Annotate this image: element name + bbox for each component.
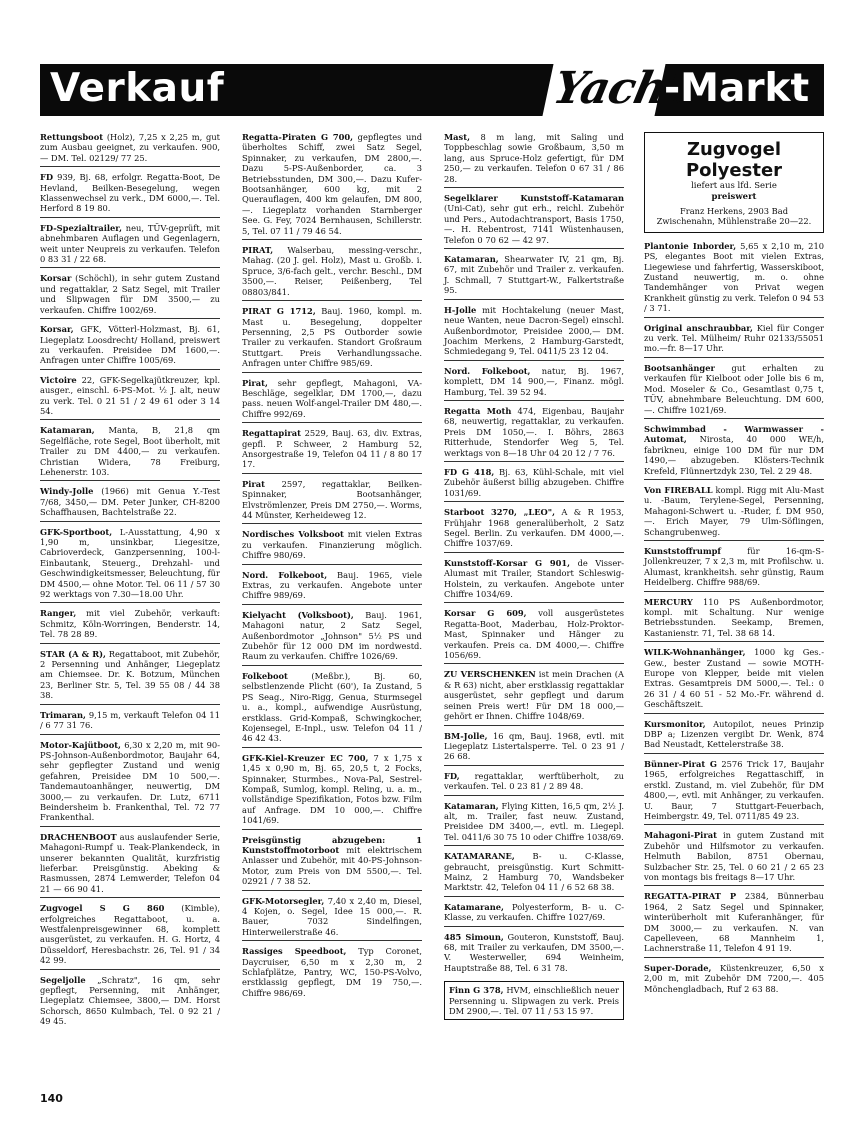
ad-head: Katamaran,: [444, 800, 499, 811]
classified-ad: [40, 608, 220, 643]
column-4-list: [644, 241, 824, 997]
classified-ad: [444, 902, 624, 927]
classified-ad: [444, 467, 624, 502]
ad-head: Folkeboot: [242, 670, 288, 681]
classified-ad: [242, 835, 422, 891]
ad-body: 8 m lang, mit Saling und Toppbeschlag sowie Großbaum, 3,50 m lang, aus Spruce-Holz gefertigt, für DM 250,— zu verkaufen. Telefon 0 67 31 / 86 28.: [444, 132, 624, 184]
ad-head: FD: [40, 172, 54, 183]
classified-ad: [40, 486, 220, 521]
classified-ad: [444, 771, 624, 796]
ad-head: Nord. Folkeboot,: [444, 365, 531, 376]
ad-body: Bauj. 1961, Mahagoni natur, 2 Satz Segel, Außenbordmotor „Johnson" 5½ PS und Zubehör für 12 000 DM im nordwestd. Raum zu verkaufen. Chiffre 1026/69.: [242, 609, 422, 662]
ad-head: Korsar: [40, 273, 72, 284]
yacht-logo-text: Yacht: [548, 63, 691, 114]
ad-body: kompl. Rigg mit Alu-Mast u. -Baum, Terylene-Segel, Persenning, Mahagoni-Schwert u. -Ruder, f. DM 950,—. Erich Mayer, 79 Ulm-Söflingen, Schangrubenweg.: [644, 484, 824, 537]
ad-head: Segeljolle: [40, 974, 86, 985]
ad-head: Katamaran,: [40, 425, 95, 436]
ad-body: aus auslaufender Serie, Mahagoni-Rumpf u. Teak-Plankendeck, in unserer bekannten Qualität, kurzfristig lieferbar. Preisgünstig. Abeking & Rasmussen, 2874 Lemwerder, Telefon 04 21 — 66 90 41.: [40, 831, 220, 894]
ad-head: Kunststoff-Korsar G 901,: [444, 557, 571, 568]
ad-body: mit vielen Extras zu verkaufen. Finanzierung möglich. Chiffre 980/69.: [242, 529, 422, 561]
ad-head: Ranger,: [40, 608, 77, 619]
ad-head: STAR (A & R),: [40, 648, 106, 659]
ad-head: Segelklarer Kunststoff-Katamaran: [444, 193, 624, 204]
ad-body: 7,40 x 2,40 m, Diesel, 4 Kojen, o. Segel, Idee 15 000,—. R. Bauer, 7032 Sindelfingen, Hinterweilerstraße 46.: [242, 895, 422, 937]
classified-ad: [644, 485, 824, 541]
column-3: [444, 132, 624, 1020]
classified-ad: [242, 306, 422, 372]
ad-body: mit elektrischem Anlasser und Zubehör, mit 40-PS-Johnson-Motor, zum Preis von DM 5500,—. Tel. 02921 / 7 38 52.: [242, 844, 422, 887]
banner-markt: -Markt: [664, 66, 810, 111]
ad-body: Bauj. 1965, viele Extras, zu verkaufen. Angebote unter Chiffre 989/69.: [242, 569, 423, 601]
ad-body: A & R 1953, Frühjahr 1968 generalüberholt, 2 Satz Segel. Berlin. Zu verkaufen. DM 4000,—. Chiffre 1037/69.: [444, 507, 624, 549]
ad-head: Schwimmbad - Warmwasser - Automat,: [644, 423, 824, 445]
ad-body: natur, Bj. 1967, komplett, DM 14 900,—, Finanz. mögl. Hamburg, Tel. 39 52 94.: [444, 365, 624, 397]
ad-head: FD G 418,: [444, 466, 495, 477]
ad-body: Manta, B, 21,8 qm Segelfläche, rote Segel, Boot überholt, mit Trailer zu DM 4400,— zu verkaufen. Christian Widera, 78 Freiburg, Lehenerstr. 103.: [40, 425, 220, 477]
classified-ad: [242, 132, 422, 240]
classified-ad: [40, 132, 220, 167]
classified-ad: [644, 830, 824, 886]
ad-head: Mast,: [444, 132, 470, 142]
classified-ad: [444, 132, 624, 188]
ad-body: Autopilot, neues Prinzip DBP a; Lizenzen vergibt Dr. Wenk, 874 Bad Neustadt, Kettelerstraße 38.: [644, 718, 824, 750]
ad-body: 474, Eigenbau, Baujahr 68, neuwertig, regattaklar, zu verkaufen. Preis DM 1050,—. I. Böhrs, 2863 Ritterhude, Stendorfer Weg 5, Tel. werktags von 8—18 Uhr 04 20 12 / 7 76.: [444, 405, 624, 458]
ad-head: FD,: [444, 770, 460, 781]
ad-body: (Kimble), erfolgreiches Regattaboot, u. a. Westfalenpreisgewinner 68, komplett ausgerüstet, zu verkaufen. H. G. Hortz, 4 Düsseldorf, Heresbachstr. 26, Tel. 91 / 34 42 99.: [40, 903, 220, 966]
ad-head: Katamarane,: [444, 901, 504, 912]
classified-ad: [444, 507, 624, 553]
column-3-list: [444, 132, 624, 976]
ad-head: Mahagoni-Pirat: [644, 830, 717, 841]
classified-ad: [242, 570, 422, 605]
classified-ad: [444, 669, 624, 725]
ad-body: B- u. C-Klasse, gebraucht, preisgünstig. Kurt Schmitt-Mainz, 2 Hamburg 70, Wandsbeker Marktstr. 42, Telefon 04 11 / 6 52 68 38.: [444, 851, 624, 893]
ad-body: Polyesterform, B- u. C-Klasse, zu verkaufen. Chiffre 1027/69.: [444, 901, 624, 923]
ad-head: Trimaran,: [40, 709, 86, 720]
classified-ad: [40, 375, 220, 421]
ad-head: Korsar,: [40, 324, 74, 335]
ad-head: Nord. Folkeboot,: [242, 569, 328, 580]
ad-head: Rassiges Speedboot,: [242, 946, 347, 957]
ad-head: GFK-Sportboot,: [40, 526, 113, 537]
classified-ad: [444, 254, 624, 300]
ad-body: 1000 kg Ges.-Gew., bester Zustand — sowie MOTH-Europe von Klepper, beide mit vielen Extras. Gesamtpreis DM 5000,—. Tel.: 0 26 31 / 4 60 51 - 52 Mo.-Fr. während d. Geschäftszeit.: [644, 647, 824, 710]
classified-ad: [40, 324, 220, 370]
section-banner: [40, 64, 824, 116]
column-1: [40, 132, 220, 1035]
ad-head: Korsar G 609,: [444, 608, 527, 619]
classified-ad: [40, 649, 220, 705]
classified-ad: [242, 610, 422, 666]
ad-body: 6,30 x 2,20 m, mit 90-PS-Johnson-Außenbordmotor, Baujahr 64, sehr gepflegter Zustand und wenig gefahren, Preisidee DM 10 500,—. Tandemautoanhänger, neuwertig, DM 3000,— zu verkaufen. Dr. Lutz, 6711 Beindersheim b. Frankenthal, Tel. 72 77 Frankenthal.: [40, 739, 220, 823]
ad-head: Starboot 3270, „LEO",: [444, 507, 555, 518]
classified-ad: [40, 903, 220, 969]
classified-ad: [242, 671, 422, 748]
ad-body: mit viel Zubehör, verkauft: Schmitz, Köln-Worringen, Benderstr. 14, Tel. 78 28 89.: [40, 608, 220, 640]
ad-head: Von FIREBALL: [644, 484, 713, 495]
classified-ad: [444, 366, 624, 401]
ad-body: 9,15 m, verkauft Telefon 04 11 / 6 77 31 76.: [40, 709, 220, 731]
column-4: [644, 132, 824, 1002]
ad-head: Regattapirat: [242, 428, 301, 439]
ad-body: 939, Bj. 68, erfolgr. Regatta-Boot, De Hevland, Beilken-Besegelung, wegen Klassenwechsel zu verk., DM 6000,—. Tel. Herford 8 19 80.: [40, 172, 220, 214]
classified-ad: [40, 425, 220, 481]
ad-head: Preisgünstig abzugeben: 1 Kunststoffmotorboot: [242, 834, 422, 855]
page-number: 140: [40, 1092, 63, 1105]
ad-body: voll ausgerüstetes Regatta-Boot, Maderbau, Holz-Proktor-Mast, Spinnaker und Hänger zu verkaufen. Preis ca. DM 4000,—. Chiffre 1056/69.: [444, 608, 624, 661]
classified-ad: [40, 740, 220, 827]
ad-body: Nirosta, 40 000 WE/h, fabrikneu, einige 100 DM für nur DM 1490,— abzugeben. Klösters-Technik Krefeld, Flünnertzdyk 230, Tel. 2 29 48.: [644, 434, 824, 476]
ad-body: mit Hochtakelung (neuer Mast, neue Wanten, neue Dacron-Segel) einschl. Außenbordmotor, Preisidee 2000,— DM. Joachim Merkens, 2 Hamburg-Garstedt, Schmiedegang 9, Tel. 0411/5 23 12 04.: [444, 304, 624, 357]
classified-ad: [444, 932, 624, 977]
ad-head: PIRAT G 1712,: [242, 306, 316, 317]
ad-head: Original anschraubbar,: [644, 322, 753, 333]
classified-ad: [40, 832, 220, 898]
classified-ad: [40, 975, 220, 1030]
classified-ad: [444, 731, 624, 766]
classified-ad: [644, 363, 824, 419]
classified-ad: [644, 759, 824, 825]
ad-head: Pirat,: [242, 377, 268, 388]
classified-ad: [644, 719, 824, 754]
ad-body: Gouteron, Kunststoff, Bauj. 68, mit Trailer zu verkaufen, DM 3500,—. V. Westerweller, 694 Weinheim, Hauptstraße 88, Tel. 6 31 78.: [444, 931, 624, 973]
ad-body: 2597, regattaklar, Beilken-Spinnaker, Bootsanhänger, Elvströmlenzer, Preis DM 2750,—. Worms, 44 Münster, Kerheideweg 12.: [242, 478, 422, 520]
classified-ad: [242, 753, 422, 830]
ad-head: Kielyacht (Volksboot),: [242, 609, 354, 620]
classified-ad: [644, 424, 824, 480]
ad-head: Zugvogel S G 860: [40, 903, 165, 914]
ad-head: Bünner-Pirat G: [644, 758, 717, 769]
ad-body: Typ Coronet, Daycruiser, 6,50 m x 2,30 m, 2 Schlafplätze, Pantry, WC, 150-PS-Volvo, erstklassig gepflegt, DM 19 750,—. Chiffre 986/69.: [242, 946, 422, 998]
classified-ad: [444, 608, 624, 664]
classified-ad: [242, 896, 422, 942]
ad-body: (Schöchl), in sehr gutem Zustand und regattaklar, 2 Satz Segel, mit Trailer und Slipwagen für DM 3500,— zu verkaufen. Chiffre 1002/69.: [40, 273, 220, 315]
classified-ad: [644, 647, 824, 713]
ad-body: 2529, Bauj. 63, div. Extras, gepfl. P. Schweer, 2 Hamburg 52, Ansorgestraße 19, Telefon 04 11 / 8 80 17 17.: [242, 428, 422, 470]
ad-body: Küstenkreuzer, 6,50 x 2,00 m, mit Zubehör DM 7200,—. 405 Mönchengladbach, Ruf 2 63 88.: [644, 962, 824, 994]
classified-ad: [242, 479, 422, 525]
ad-body: 2384, Bünnerbau 1964, 2 Satz Segel und Spinnaker, winterüberholt mit Kuferanhänger, für DM 3000,— zu verkaufen. N. van Capelleveen, 68 Mannheim 1, Lachnerstraße 11, Telefon 4 91 19.: [644, 891, 824, 954]
ad-body: Bauj. 1960, kompl. m. Mast u. Besegelung, doppelter Persenning, 2,5 PS Outborder sowie Trailer zu verkaufen. Standort Großraum Stuttgart. Preis Verhandlungssache. Anfragen unter Chiffre 985/69.: [242, 306, 422, 369]
ad-head: GFK-Kiel-Kreuzer EC 700,: [242, 752, 369, 763]
ad-body: GFK, Vötterl-Holzmast, Bj. 61, Liegeplatz Loosdrecht/ Holland, preiswert zu verkaufen. Preisidee DM 1600,—. Anfragen unter Chiffre 1005/69.: [40, 324, 220, 366]
classified-ad: [644, 963, 824, 997]
ad-body: sehr gepflegt, Mahagoni, VA-Beschläge, segelklar, DM 1700,—, dazu pass. neuen Wolf-angel-Trailer DM 480,—. Chiffre 992/69.: [242, 377, 422, 419]
ad-body: de Visser-Alumast mit Trailer, Standort Schleswig-Holstein, zu verkaufen. Angebote unter Chiffre 1034/69.: [444, 557, 624, 600]
ad-body: Regattaboot, mit Zubehör, 2 Persenning und Anhänger, Liegeplatz am Chiemsee. Dr. K. Botzum, München 23, Berliner Str. 5, Tel. 39 55 08 / 44 38 38.: [40, 648, 220, 701]
promo-title-2: Polyester: [685, 160, 783, 181]
ad-body: regattaklar, werftüberholt, zu verkaufen. Tel. 0 23 81 / 2 89 48.: [444, 770, 624, 792]
ad-body: Walserbau, messing-verschr., Mahag. (20 J. gel. Holz), Mast u. Großb. i. Spruce, 3/6-fach gelt., verchr. Beschl., DM 3500,—. Reiser, Peißenberg, Tel 08803/841.: [242, 245, 422, 297]
classified-ad: [644, 546, 824, 592]
ad-head: Motor-Kajütboot,: [40, 739, 121, 750]
classified-ad: [444, 406, 624, 462]
ad-body: (Meßbr.), Bj. 60, selbstlenzende Plicht (60'), Ia Zustand, 5 PS Seag., Niro-Rigg, Genua, Sturmsegel u. a., kompl., aufwendige Ausrüstung, erstklass. Grid-Kompaß, Schwingkocher, Kojensegel, E-Inpl., usw. Telefon 04 11 / 46 42 43.: [242, 670, 422, 744]
classified-ad: [40, 710, 220, 735]
promo-title-1: Zugvogel: [686, 139, 782, 160]
ad-body: 2576 Trick 17, Baujahr 1965, erfolgreiches Regattaschiff, in erstkl. Zustand, m. viel Zubehör, für DM 4800,—, evtl. mit Anhänger, zu verkaufen. U. Baur, 7 Stuttgart-Feuerbach, Heimbergstr. 49, Tel. 0711/85 49 23.: [644, 758, 824, 821]
classified-ad: [242, 946, 422, 1001]
classified-ad: [242, 378, 422, 424]
ad-head: Nordisches Volksboot: [242, 529, 344, 540]
ad-body: (Uni-Cat), sehr gut erh., reichl. Zubehör und Pers., Autodachtransport, Basis 1750,—. H. Rebentrost, 7141 Wüstenhausen, Telefon 0 70 62 — 42 97.: [444, 203, 624, 245]
ad-body: gepflegtes und überholtes Schiff, zwei Satz Segel, Spinnaker, zu verkaufen, DM 2800,—. Dazu 5-PS-Außenborder, ca. 3 Betriebsstunden, DM 300,—. Dazu Kufer-Bootsanhänger, 600 kg, mit 2 Querauflagen, 400 km gelaufen, DM 800,—. Liegeplatz vorhanden Starnberger See. G. Fey, 7024 Bernhausen, Schillerstr. 5, Tel. 07 11 / 79 46 54.: [242, 132, 422, 236]
classified-ad: [242, 245, 422, 301]
classified-ad: [444, 193, 624, 249]
ad-body: 5,65 x 2,10 m, 210 PS, elegantes Boot mit vielen Extras, Liegewiese und fahrfertig, Wasserskiboot, Zustand neuwertig, m. o. ohne Tandemhänger von Privat wegen Krankheit günstig zu verk. Telefon 0 94 53 / 3 71.: [644, 240, 824, 314]
ad-head: DRACHENBOOT: [40, 831, 117, 842]
ad-head: MERCURY: [644, 596, 693, 607]
ad-head: Kunststoffrumpf: [644, 545, 721, 556]
promo-line-2: preiswert: [711, 192, 757, 202]
ad-head: Rettungsboot: [40, 132, 104, 142]
classified-ad: [444, 305, 624, 361]
ad-head: Windy-Jolle: [40, 486, 94, 497]
ad-body: (1966) mit Genua Y.-Test 7/68, 3450,— DM. Peter Junker, CH-8200 Schaffhausen, Bachtelstraße 22.: [40, 486, 220, 518]
ad-body: neu, TÜV-geprüft, mit abnehmbaren Auflagen und Gegenlagern, weit unter Neupreis zu verkaufen. Telefon 0 83 31 / 22 68.: [40, 222, 220, 265]
zugvogel-promo-box: [644, 132, 824, 233]
ad-body: (Holz), 7,25 x 2,25 m, gut zum Ausbau geeignet, zu verkaufen. 900,— DM. Tel. 02129/ 77 25.: [40, 132, 220, 163]
classified-ad: [40, 172, 220, 218]
ad-head: Victoire: [40, 374, 77, 385]
ad-body: 110 PS Außenbordmotor, kompl. mit Schaltung. Nur wenige Betriebsstunden. Seekamp, Bremen, Kastanienstr. 71, Tel. 38 68 14.: [644, 596, 824, 638]
column-2: [242, 132, 422, 1006]
ad-head: PIRAT,: [242, 245, 274, 256]
ad-body: L-Ausstattung, 4,90 x 1,90 m, unsinkbar, Liegesitze, Cabrioverdeck, Ganzpersenning, 100-l-Einbautank, Steuerg., Drehzahl- und Geschwindigkeitsmesser, Beleuchtung, für DM 4500,— ohne Motor. Tel. 06 11 / 57 30 92 werktags von 7.30—18.00 Uhr.: [40, 526, 220, 600]
yacht-logo: [541, 56, 691, 124]
ad-head: FD-Spezialtrailer,: [40, 222, 122, 233]
ad-head: Regatta Moth: [444, 405, 512, 416]
ad-head: GFK-Motorsegler,: [242, 895, 325, 906]
ad-body: Shearwater IV, 21 qm, Bj. 67, mit Zubehör und Trailer z. verkaufen. J. Schmall, 7 Stuttgart-W., Falkertstraße 95.: [444, 254, 624, 296]
finn-ad-box: [444, 981, 624, 1020]
ad-head: Pirat: [242, 478, 265, 489]
ad-body: 22, GFK-Segelkajütkreuzer, kpl. ausger., einschl. 6-PS-Mot. ½ J. alt, neuw zu verk. Tel. 0 21 51 / 2 49 61 oder 3 14 54.: [40, 374, 220, 416]
ad-body: ist mein Drachen (A & R 63) nicht, aber erstklassig regattaklar ausgerüstet, sehr gepflegt und darum seinen Preis wert! Für DM 18 000,— gehört er Ihnen. Chiffre 1048/69.: [444, 669, 624, 722]
ad-head: ZU VERSCHENKEN: [444, 669, 536, 680]
ad-head: BM-Jolle,: [444, 730, 488, 741]
ad-body: „Schratz", 16 qm, sehr gepflegt, Persenning, mit Anhänger, Liegeplatz Chiemsee, 3800,— DM. Horst Schorsch, 8650 Kulmbach, Tel. 0 92 21 / 49 45.: [40, 974, 220, 1027]
ad-head: Super-Dorade,: [644, 962, 712, 973]
promo-line-1: liefert aus lfd. Serie: [691, 181, 777, 191]
classified-ad: [644, 891, 824, 957]
ad-body: in gutem Zustand mit Zubehör und Hilfsmotor zu verkaufen. Helmuth Babilon, 8751 Obernau, Sulzbacher Str. 25, Tel. 0 60 21 / 2 65 23 von montags bis freitags 8—17 Uhr.: [644, 830, 824, 882]
classified-ad: [444, 851, 624, 897]
classified-ad: [444, 801, 624, 847]
ad-body: für 16-qm-S-Jollenkreuzer, 7 x 2,3 m, mit Profilschw. u. Alumast, krankheitsh. sehr günstig, Raum Heidelberg. Chiffre 988/69.: [644, 545, 824, 588]
finn-ad-body: HVM, einschließlich neuer Persenning u. Slipwagen zu verk. Preis DM 2900,—. Tel. 07 11 / 53 15 97.: [449, 985, 619, 1017]
classified-ad: [40, 527, 220, 604]
ad-head: Katamaran,: [444, 254, 499, 265]
ad-head: Regatta-Piraten G 700,: [242, 132, 354, 142]
ad-head: WILK-Wohnanhänger,: [644, 647, 746, 658]
banner-verkauf: Verkauf: [50, 66, 225, 111]
promo-address: Franz Herkens, 2903 Bad Zwischenahn, Mühlenstraße 20—22.: [656, 206, 812, 227]
ad-head: 485 Simoun,: [444, 931, 504, 942]
classified-ad: [644, 323, 824, 358]
classified-ad: [644, 241, 824, 318]
ad-body: Bj. 63, Kühl-Schale, mit viel Zubehör äußerst billig abzugeben. Chiffre 1031/69.: [444, 466, 625, 498]
ad-body: 16 qm, Bauj. 1968, evtl. mit Liegeplatz Listertalsperre. Tel. 0 23 91 / 26 68.: [444, 730, 624, 762]
finn-ad-head: Finn G 378,: [449, 985, 504, 996]
ad-head: Plantonie Inborder,: [644, 240, 737, 251]
ad-head: KATAMARANE,: [444, 851, 515, 862]
ad-head: Kursmonitor,: [644, 718, 706, 729]
ad-body: 7 x 1,75 x 1,45 x 0,90 m, Bj. 65, 20,5 t, 2 Focks, Spinnaker, Sturmbes., Nova-Pal, Sestrel-Kompaß, Sumlog, kompl. Reling, u. a. m., vollständige Spezifikation, Fotos bzw. Film auf Anfrage. DM 10 000,—. Chiffre 1041/69.: [242, 752, 422, 826]
ad-body: Flying Kitten, 16,5 qm, 2½ J. alt, m. Trailer, fast neuw. Zustand, Preisidee DM 3400,—, evtl. m. Liegepl. Tel. 0411/6 30 75 10 oder Chiffre 1038/69.: [444, 800, 624, 842]
ad-body: gut erhalten zu verkaufen für Kielboot oder Jolle bis 6 m, Mod. Moseler & Co., Gesamtlast 0,75 t, TÜV, abnehmbare Beleuchtung. DM 600,—. Chiffre 1021/69.: [644, 362, 824, 415]
classified-ad: [40, 273, 220, 319]
classified-ad: [242, 529, 422, 564]
classified-ad: [444, 558, 624, 604]
classified-ad: [40, 223, 220, 269]
ad-head: Bootsanhänger: [644, 362, 715, 373]
classified-ad: [242, 428, 422, 474]
ad-head: REGATTA-PIRAT P: [644, 891, 737, 902]
ad-head: H-Jolle: [444, 304, 477, 315]
ad-body: Kiel für Conger zu verk. Tel. Mülheim/ Ruhr 02133/55051 mo.—fr. 8—17 Uhr.: [644, 322, 824, 354]
classified-ad: [644, 597, 824, 643]
